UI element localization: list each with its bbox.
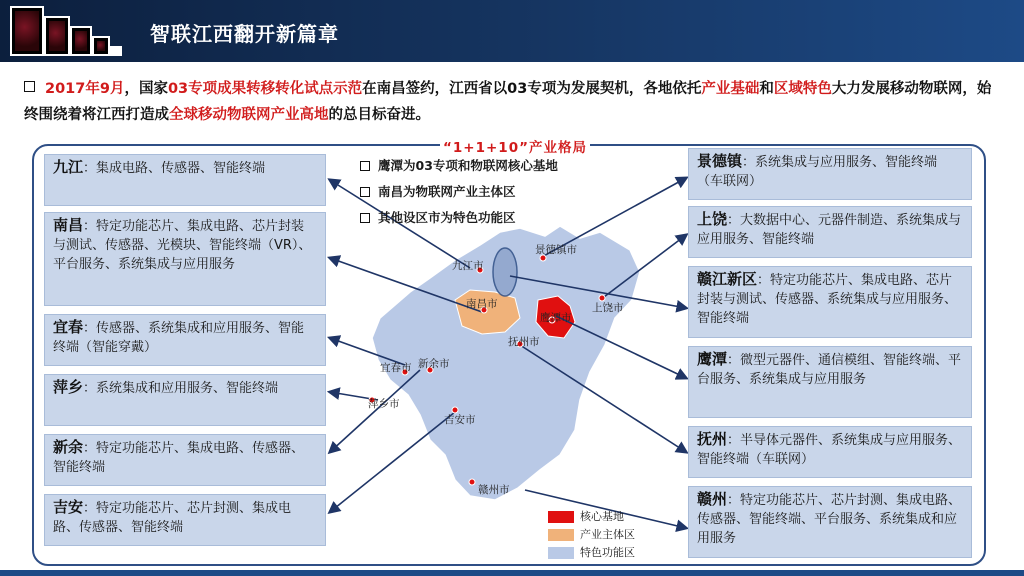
city-box-name: 鹰潭: [697, 350, 728, 368]
intro-date: 2017年9月: [45, 81, 125, 97]
legend-row: [360, 179, 558, 205]
city-label-ganzhou: 赣州市: [478, 484, 510, 496]
map-legend-label: 特色功能区: [580, 546, 635, 559]
page-title: 智联江西翻开新篇章: [150, 22, 339, 46]
city-box-name: 九江: [53, 158, 84, 176]
city-box-name: 抚州: [697, 430, 728, 448]
city-label-shangrao: 上饶市: [592, 302, 624, 314]
map-legend-row: [548, 508, 635, 526]
legend-row: [360, 205, 558, 231]
city-label-xinyu: 新余市: [418, 358, 450, 370]
city-box-pingxiang: [44, 374, 326, 426]
footer-line: [0, 570, 1024, 576]
city-box-nanchang: [44, 212, 326, 306]
map-legend-row: [548, 544, 635, 562]
square-bullet-icon: [360, 213, 370, 223]
city-box-text: ：传感器、系统集成和应用服务、智能终端（智能穿戴）: [53, 321, 305, 355]
city-label-yichun: 宜春市: [380, 362, 412, 374]
city-box-jiujiang: [44, 154, 326, 206]
map-legend-row: [548, 526, 635, 544]
city-label-fuzhou: 抚州市: [508, 336, 540, 348]
city-box-text: ：特定功能芯片、集成电路、芯片封装与测试、传感器、系统集成与应用服务、智能终端: [697, 273, 958, 326]
map-region-ganjiang-new-area: [493, 248, 517, 296]
legend-text: 其他设区市为特色功能区: [378, 210, 516, 225]
intro-text: 在南昌签约，江西省以03专项为发展契机，各地依托: [362, 81, 702, 97]
legend-text: 鹰潭为03专项和物联网核心基地: [378, 158, 558, 173]
city-box-name: 上饶: [697, 210, 728, 228]
city-box-name: 南昌: [53, 216, 84, 234]
intro-text: 的总目标奋进。: [328, 107, 430, 123]
legend-text: 南昌为物联网产业主体区: [378, 184, 516, 199]
city-box-text: ：特定功能芯片、芯片封测、集成电路、传感器、智能终端、平台服务、系统集成和应用服务: [697, 493, 962, 546]
swatch-main-area: [548, 529, 574, 541]
map-legend-label: 核心基地: [580, 510, 624, 523]
city-box-jingdezhen: [688, 148, 972, 200]
city-box-name: 赣江新区: [697, 270, 758, 288]
intro-highlight: 产业基础: [701, 81, 760, 97]
swatch-feature-area: [548, 547, 574, 559]
city-box-text: ：特定功能芯片、芯片封测、集成电路、传感器、智能终端: [53, 501, 292, 535]
city-box-text: ：集成电路、传感器、智能终端: [83, 161, 266, 176]
city-box-text: ：特定功能芯片、集成电路、传感器、智能终端: [53, 441, 305, 475]
city-box-text: ：系统集成与应用服务、智能终端（车联网）: [697, 155, 938, 189]
city-box-name: 宜春: [53, 318, 84, 336]
intro-highlight: 区域特色: [773, 81, 832, 97]
square-bullet-icon: [360, 187, 370, 197]
legend-row: [360, 153, 558, 179]
city-label-jingdezhen: 景德镇市: [535, 244, 577, 256]
city-box-fuzhou: [688, 426, 972, 478]
city-box-text: ：微型元器件、通信模组、智能终端、平台服务、系统集成与应用服务: [697, 353, 962, 387]
city-box-text: ：系统集成和应用服务、智能终端: [83, 381, 279, 396]
city-label-jiujiang: 九江市: [452, 260, 484, 272]
map-legend: [548, 508, 635, 562]
city-box-ganjiang-new-area: [688, 266, 972, 338]
connector-line: [330, 370, 420, 452]
city-box-text: ：大数据中心、元器件制造、系统集成与应用服务、智能终端: [697, 213, 962, 247]
city-box-yichun: [44, 314, 326, 366]
city-label-nanchang: 南昌市: [466, 298, 498, 310]
intro-highlight: 03专项成果转移转化试点示范: [167, 81, 363, 97]
intro-text: ，国家: [124, 81, 168, 97]
city-label-yingtan: 鹰潭市: [540, 312, 572, 324]
city-box-jian: [44, 494, 326, 546]
frame-title: “1+1+10”产业格局: [440, 136, 590, 156]
swatch-core-base: [548, 511, 574, 523]
city-box-name: 赣州: [697, 490, 728, 508]
city-box-name: 景德镇: [697, 152, 743, 170]
city-box-xinyu: [44, 434, 326, 486]
intro-text: 和: [759, 81, 774, 97]
city-box-shangrao: [688, 206, 972, 258]
city-box-name: 吉安: [53, 498, 84, 516]
city-box-text: ：半导体元器件、系统集成与应用服务、智能终端（车联网）: [697, 433, 962, 467]
structure-legend: [360, 153, 558, 231]
square-bullet-icon: [360, 161, 370, 171]
connector-line: [330, 412, 455, 512]
city-dot: [469, 479, 475, 485]
intro-text: 大力发展移动物联网，始终围绕着将江西打造成: [24, 81, 992, 123]
intro-highlight: 全球移动物联网产业高地: [169, 107, 329, 123]
city-box-ganzhou: [688, 486, 972, 558]
city-label-pingxiang: 萍乡市: [368, 398, 400, 410]
city-box-name: 萍乡: [53, 378, 84, 396]
map-legend-label: 产业主体区: [580, 528, 635, 541]
city-label-jian: 吉安市: [444, 414, 476, 426]
city-box-yingtan: [688, 346, 972, 418]
city-box-text: ：特定功能芯片、集成电路、芯片封装与测试、传感器、光模块、智能终端（VR）、平台服务、系统集成与应用服务: [53, 219, 312, 272]
city-box-name: 新余: [53, 438, 84, 456]
